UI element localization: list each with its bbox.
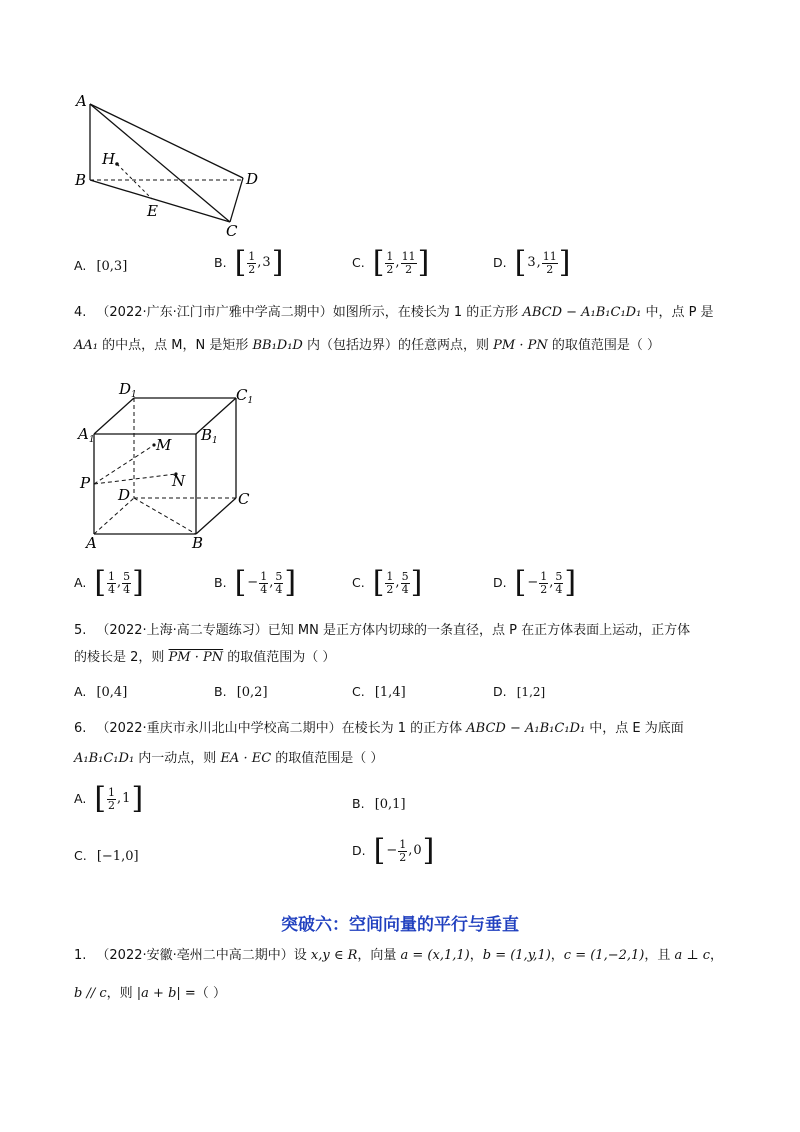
q6-option-b[interactable]: B. [0,1] [352, 796, 406, 812]
q5-line-1: 5. （2022·上海·高二专题练习）已知 MN 是正方体内切球的一条直径，点 P 在正方体表面上运动，正方体 [74, 623, 691, 638]
q4-line-2: AA₁ 的中点，点 M，N 是矩形 BB₁D₁D 内（包括边界）的任意两点，则 PM · PN 的取值范围是（ ） [74, 338, 660, 353]
q4-option-d[interactable]: D. [ − $\frac{1}{2}$ , $\frac{5}{4}$ ] [493, 565, 577, 600]
label-E: E [147, 202, 158, 220]
section-title: 突破六：空间向量的平行与垂直 [281, 915, 519, 935]
label-H: H [102, 150, 116, 168]
label-D: D [118, 486, 131, 504]
q3-option-a[interactable]: A. [0,3] [74, 258, 128, 274]
interval: [ $\frac{1}{2}$ , 1 ] [94, 781, 144, 816]
label-N: N [172, 472, 186, 490]
q4-option-c[interactable]: C. [ $\frac{1}{2}$ , $\frac{5}{4}$ ] [352, 565, 423, 600]
question-number: 6. [74, 721, 87, 736]
label-A1: $A_1$ [78, 425, 95, 445]
q3-option-d[interactable]: D. [ 3 , $\frac{11}{2}$ ] [493, 245, 571, 280]
figure-2-cube [76, 378, 256, 548]
q5-line-2: 的棱长是 2，则 PM · PN 的取值范围为（ ） [74, 650, 336, 665]
label-A: A [86, 534, 97, 548]
q3-option-c[interactable]: C. [ $\frac{1}{2}$ , $\frac{11}{2}$ ] [352, 245, 430, 280]
q6-option-c[interactable]: C. [−1,0] [74, 848, 139, 864]
label-C1: $C_1$ [236, 386, 254, 406]
q4-option-b[interactable]: B. [ − $\frac{1}{4}$ , $\frac{5}{4}$ ] [214, 565, 297, 600]
label-C: C [226, 222, 238, 240]
interval: [ − $\frac{1}{2}$ , 0 ] [373, 833, 435, 868]
q3-option-b[interactable]: B. [ $\frac{1}{2}$ , 3 ] [214, 245, 284, 280]
point-H [115, 162, 119, 166]
q6-line-1: 6. （2022·重庆市永川北山中学校高二期中）在棱长为 1 的正方体 ABCD − A₁B₁C₁D₁ 中，点 E 为底面 [74, 721, 684, 736]
edge-BC [90, 180, 230, 222]
q4-option-a[interactable]: A. [ $\frac{1}{4}$ , $\frac{5}{4}$ ] [74, 565, 144, 600]
q5-option-d[interactable]: D. [1,2] [493, 684, 546, 699]
interval: [ $\frac{1}{2}$ , $\frac{11}{2}$ ] [372, 245, 430, 280]
question-number: 5. [74, 623, 87, 638]
label-A: A [76, 92, 87, 110]
label-B: B [75, 171, 87, 189]
s6q1-line-1: 1. （2022·安徽·亳州二中高二期中）设 x,y ∈ R，向量 a = (x,1,1)，b = (1,y,1)，c = (1,−2,1)，且 a ⊥ c， [74, 948, 724, 963]
q5-option-b[interactable]: B. [0,2] [214, 684, 268, 700]
q5-option-a[interactable]: A. [0,4] [74, 684, 128, 700]
label-M: M [156, 436, 172, 454]
q6-line-2: A₁B₁C₁D₁ 内一动点，则 EA · EC 的取值范围是（ ） [74, 751, 384, 766]
label-B1: $B_1$ [201, 426, 218, 446]
label-B: B [192, 534, 204, 548]
question-number: 4. [74, 305, 87, 320]
label-D: D [246, 170, 259, 188]
label-C: C [238, 490, 250, 508]
q5-option-c[interactable]: C. [1,4] [352, 684, 406, 700]
interval: [ − $\frac{1}{2}$ , $\frac{5}{4}$ ] [514, 565, 577, 600]
interval: [ 3 , $\frac{11}{2}$ ] [514, 245, 571, 280]
label-D1: $D_1$ [119, 380, 137, 400]
interval: [ − $\frac{1}{4}$ , $\frac{5}{4}$ ] [234, 565, 297, 600]
s6q1-line-2: b // c，则 |a + b| =（ ） [74, 986, 226, 1001]
q6-option-a[interactable]: A. [ $\frac{1}{2}$ , 1 ] [74, 781, 144, 816]
figure-1-diagram [70, 92, 270, 242]
edge-CD [230, 178, 243, 222]
question-number: 1. [74, 948, 87, 963]
interval: [ $\frac{1}{2}$ , $\frac{5}{4}$ ] [372, 565, 423, 600]
interval: [ $\frac{1}{2}$ , 3 ] [234, 245, 284, 280]
interval: [ $\frac{1}{4}$ , $\frac{5}{4}$ ] [94, 565, 144, 600]
label-P: P [80, 474, 91, 492]
q4-line-1: 4. （2022·广东·江门市广雅中学高二期中）如图所示，在棱长为 1 的正方形 ABCD − A₁B₁C₁D₁ 中，点 P 是 [74, 305, 714, 320]
q6-option-d[interactable]: D. [ − $\frac{1}{2}$ , 0 ] [352, 833, 435, 868]
